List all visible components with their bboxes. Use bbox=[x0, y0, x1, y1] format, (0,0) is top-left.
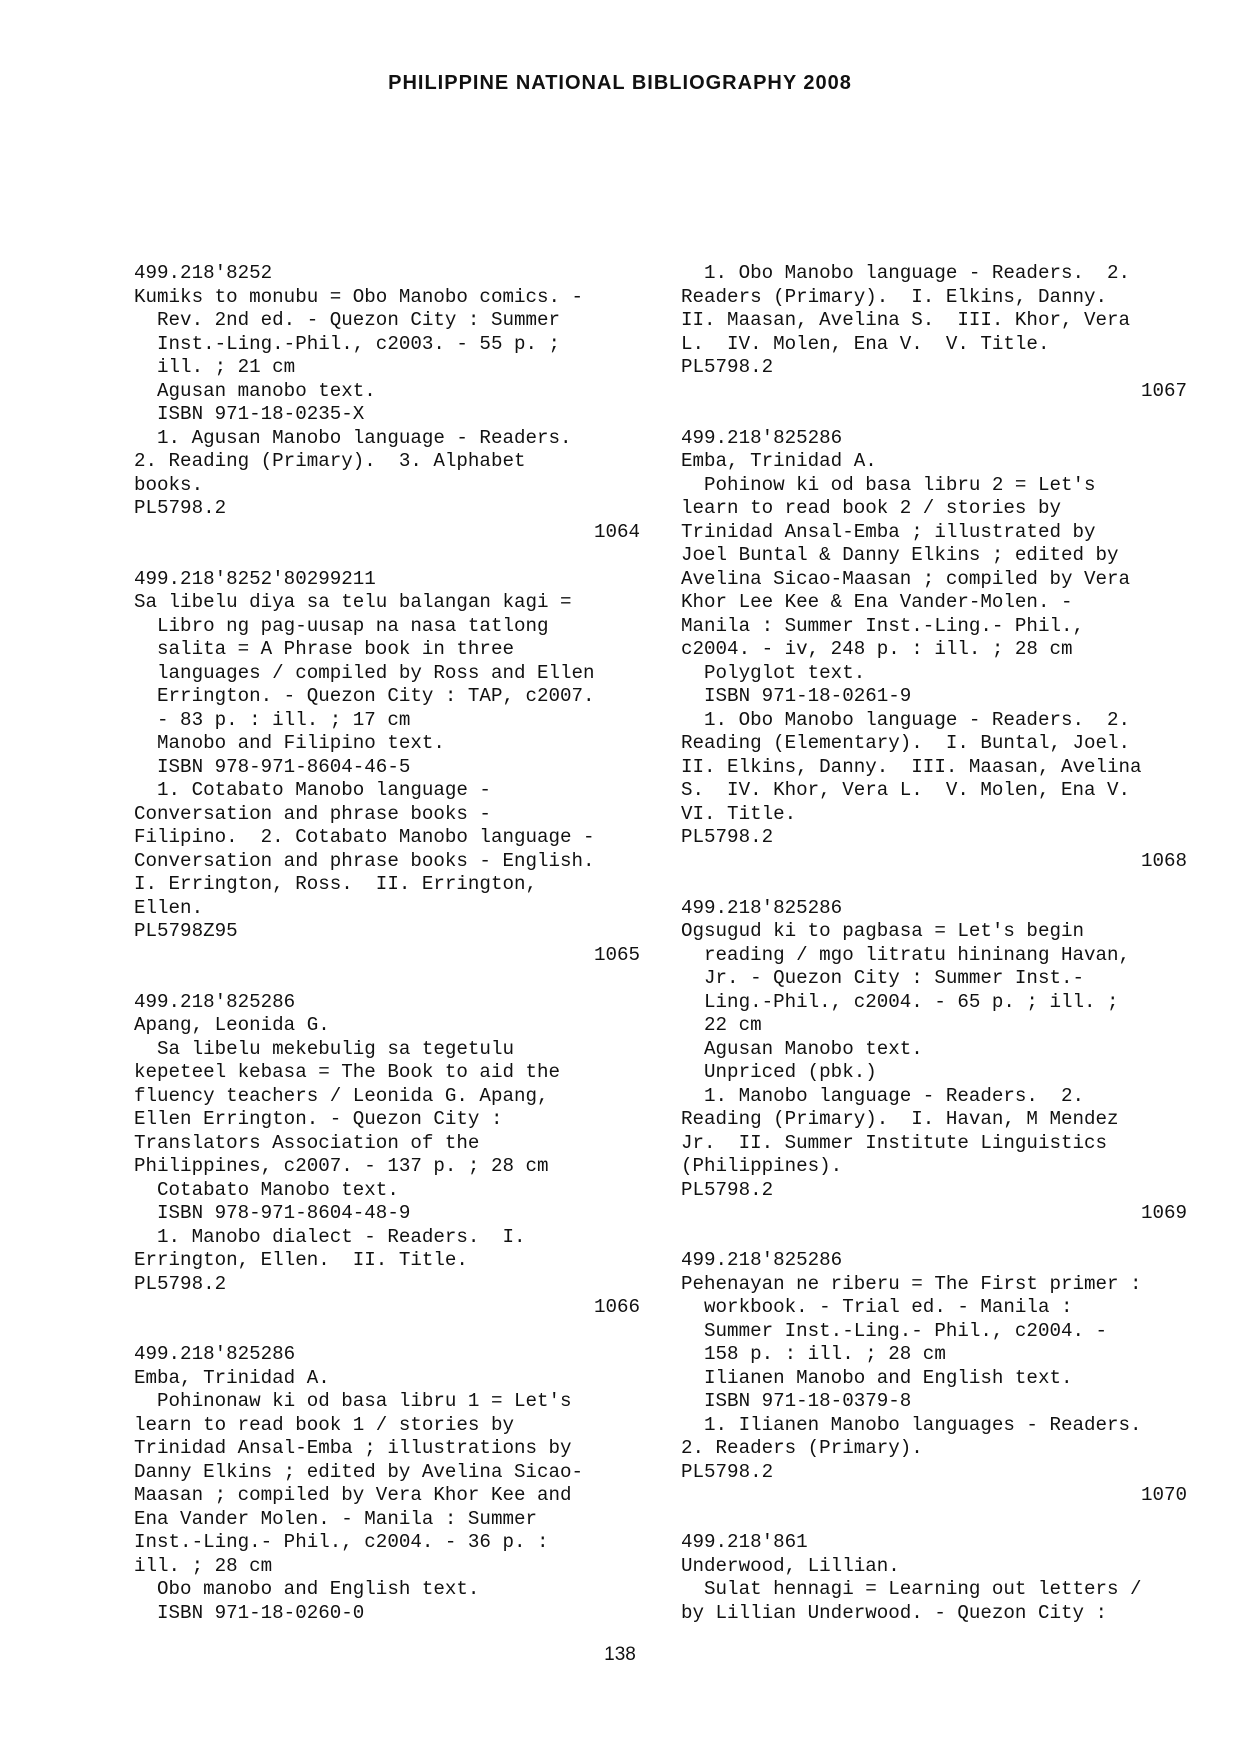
entry-line: Readers (Primary). I. Elkins, Danny. bbox=[681, 285, 1108, 308]
entry-line: Pehenayan ne riberu = The First primer : bbox=[681, 1272, 1142, 1295]
entry-line: PL5798.2 bbox=[681, 356, 774, 378]
entry-line: ISBN 978-971-8604-48-9 bbox=[134, 1202, 411, 1224]
entry-line: Pohinonaw ki od basa libru 1 = Let's bbox=[134, 1390, 572, 1412]
entry-line: Kumiks to monubu = Obo Manobo comics. - bbox=[134, 285, 584, 308]
entry-line: Philippines, c2007. - 137 p. ; 28 cm bbox=[134, 1155, 549, 1177]
entry-line: S. IV. Khor, Vera L. V. Molen, Ena V. bbox=[681, 779, 1131, 801]
entry-line: Obo manobo and English text. bbox=[134, 1578, 480, 1600]
entry-line: learn to read book 2 / stories by bbox=[681, 497, 1061, 519]
entry-line: Pohinow ki od basa libru 2 = Let's bbox=[681, 473, 1096, 496]
bibliography-entry bbox=[134, 991, 640, 1320]
entry-line: Agusan Manobo text. bbox=[681, 1037, 923, 1060]
entry-line: Filipino. 2. Cotabato Manobo language - bbox=[134, 826, 595, 848]
entry-line: ISBN 971-18-0235-X bbox=[134, 403, 365, 425]
bibliography-entry bbox=[134, 262, 640, 544]
entry-line: 499.218'825286 bbox=[681, 426, 843, 449]
entry-line: 499.218'8252'80299211 bbox=[134, 567, 376, 590]
entry-line: Trinidad Ansal-Emba ; illustrations by bbox=[134, 1437, 572, 1459]
entry-line: by Lillian Underwood. - Quezon City : bbox=[681, 1601, 1108, 1624]
entry-line: Conversation and phrase books - English. bbox=[134, 849, 595, 872]
entry-line: Conversation and phrase books - bbox=[134, 802, 491, 825]
entry-line: Underwood, Lillian. bbox=[681, 1554, 900, 1577]
entry-line: 1. Manobo language - Readers. 2. bbox=[681, 1084, 1085, 1107]
entry-line: Errington, Ellen. II. Title. bbox=[134, 1249, 468, 1271]
entry-line: workbook. - Trial ed. - Manila : bbox=[681, 1296, 1073, 1318]
entry-line: 499.218'825286 bbox=[134, 990, 296, 1013]
entry-line: fluency teachers / Leonida G. Apang, bbox=[134, 1084, 549, 1107]
entry-line: Jr. II. Summer Institute Linguistics bbox=[681, 1131, 1108, 1154]
entry-line: Ling.-Phil., c2004. - 65 p. ; ill. ; bbox=[681, 990, 1119, 1013]
bibliography-entry bbox=[681, 262, 1187, 403]
entry-line: (Philippines). bbox=[681, 1155, 843, 1177]
entry-line: Sulat hennagi = Learning out letters / bbox=[681, 1578, 1142, 1600]
entry-number: 1069 bbox=[1140, 1202, 1187, 1224]
entry-line: Inst.-Ling.- Phil., c2004. - 36 p. : bbox=[134, 1531, 549, 1553]
entry-line: 158 p. : ill. ; 28 cm bbox=[681, 1343, 946, 1365]
entry-line: Reading (Primary). I. Havan, M Mendez bbox=[681, 1108, 1119, 1130]
entry-number: 1067 bbox=[1140, 379, 1187, 402]
entry-line: 2. Reading (Primary). 3. Alphabet bbox=[134, 450, 526, 472]
entry-line: Summer Inst.-Ling.- Phil., c2004. - bbox=[681, 1319, 1108, 1342]
entry-number: 1066 bbox=[593, 1296, 640, 1318]
entry-line: Agusan manobo text. bbox=[134, 379, 376, 402]
entry-line: Manobo and Filipino text. bbox=[134, 732, 445, 754]
entry-line: Joel Buntal & Danny Elkins ; edited by bbox=[681, 544, 1119, 566]
entry-line: kepeteel kebasa = The Book to aid the bbox=[134, 1061, 561, 1083]
entry-line: Inst.-Ling.-Phil., c2003. - 55 p. ; bbox=[134, 332, 561, 355]
entry-line: 499.218'861 bbox=[681, 1531, 808, 1553]
entry-line: 2. Readers (Primary). bbox=[681, 1437, 923, 1459]
entry-line: learn to read book 1 / stories by bbox=[134, 1413, 514, 1436]
entry-line: ill. ; 28 cm bbox=[134, 1554, 273, 1577]
entry-line: salita = A Phrase book in three bbox=[134, 638, 514, 660]
entry-line: Emba, Trinidad A. bbox=[681, 450, 877, 472]
entry-line: PL5798.2 bbox=[681, 826, 774, 848]
entry-line: 499.218'825286 bbox=[681, 896, 843, 919]
entry-line: Ogsugud ki to pagbasa = Let's begin bbox=[681, 920, 1085, 942]
entry-line: Sa libelu mekebulig sa tegetulu bbox=[134, 1037, 514, 1060]
right-column bbox=[681, 262, 1187, 1649]
entry-line: II. Elkins, Danny. III. Maasan, Avelina bbox=[681, 755, 1142, 778]
entry-line: ISBN 971-18-0261-9 bbox=[681, 685, 912, 707]
entry-line: PL5798.2 bbox=[681, 1178, 774, 1201]
entry-line: Jr. - Quezon City : Summer Inst.- bbox=[681, 967, 1085, 989]
entry-line: Errington. - Quezon City : TAP, c2007. bbox=[134, 685, 595, 707]
entry-line: Trinidad Ansal-Emba ; illustrated by bbox=[681, 520, 1096, 543]
entry-line: Emba, Trinidad A. bbox=[134, 1366, 330, 1389]
bibliography-entry bbox=[134, 1343, 640, 1625]
entry-line: 22 cm bbox=[681, 1014, 762, 1036]
entry-line: VI. Title. bbox=[681, 802, 797, 825]
entry-line: Apang, Leonida G. bbox=[134, 1014, 330, 1036]
entry-line: 1. Cotabato Manobo language - bbox=[134, 779, 491, 801]
entry-number: 1064 bbox=[593, 520, 640, 543]
entry-line: Reading (Elementary). I. Buntal, Joel. bbox=[681, 732, 1131, 754]
entry-number: 1068 bbox=[1140, 849, 1187, 872]
page-number: 138 bbox=[604, 1644, 636, 1665]
bibliography-entry bbox=[681, 1249, 1187, 1508]
entry-line: c2004. - iv, 248 p. : ill. ; 28 cm bbox=[681, 638, 1073, 660]
entry-line: L. IV. Molen, Ena V. V. Title. bbox=[681, 332, 1050, 355]
entry-line: 499.218'825286 bbox=[134, 1343, 296, 1365]
entry-line: Manila : Summer Inst.-Ling.- Phil., bbox=[681, 614, 1085, 637]
entry-line: 499.218'825286 bbox=[681, 1249, 843, 1271]
bibliography-entry bbox=[681, 897, 1187, 1226]
page-header: PHILIPPINE NATIONAL BIBLIOGRAPHY 2008 bbox=[388, 72, 852, 94]
entry-line: II. Maasan, Avelina S. III. Khor, Vera bbox=[681, 309, 1131, 331]
entry-line: Unpriced (pbk.) bbox=[681, 1061, 877, 1083]
entry-line: PL5798.2 bbox=[134, 497, 227, 519]
bibliography-entry bbox=[681, 1531, 1187, 1625]
entry-line: ill. ; 21 cm bbox=[134, 356, 296, 378]
entry-line: - 83 p. : ill. ; 17 cm bbox=[134, 708, 411, 731]
entry-line: Libro ng pag-uusap na nasa tatlong bbox=[134, 614, 549, 637]
entry-line: 1. Manobo dialect - Readers. I. bbox=[134, 1225, 526, 1248]
entry-line: Khor Lee Kee & Ena Vander-Molen. - bbox=[681, 591, 1073, 613]
entry-line: books. bbox=[134, 473, 204, 496]
entry-line: PL5798.2 bbox=[681, 1460, 774, 1483]
entry-line: Sa libelu diya sa telu balangan kagi = bbox=[134, 591, 572, 613]
entry-line: Ellen Errington. - Quezon City : bbox=[134, 1108, 503, 1130]
entry-line: Rev. 2nd ed. - Quezon City : Summer bbox=[134, 309, 561, 331]
entry-line: languages / compiled by Ross and Ellen bbox=[134, 661, 595, 684]
entry-line: Ilianen Manobo and English text. bbox=[681, 1366, 1073, 1389]
entry-line: Polyglot text. bbox=[681, 661, 866, 684]
entry-number: 1070 bbox=[1140, 1484, 1187, 1506]
entry-line: 1. Obo Manobo language - Readers. 2. bbox=[681, 708, 1131, 731]
entry-line: Danny Elkins ; edited by Avelina Sicao- bbox=[134, 1460, 584, 1483]
entry-line: I. Errington, Ross. II. Errington, bbox=[134, 873, 538, 895]
entry-line: 1. Obo Manobo language - Readers. 2. bbox=[681, 262, 1131, 284]
entry-line: ISBN 971-18-0260-0 bbox=[134, 1601, 365, 1624]
entry-line: 1. Ilianen Manobo languages - Readers. bbox=[681, 1413, 1142, 1436]
entry-line: PL5798Z95 bbox=[134, 920, 238, 942]
entry-line: Cotabato Manobo text. bbox=[134, 1178, 399, 1201]
entry-line: ISBN 978-971-8604-46-5 bbox=[134, 755, 411, 778]
entry-line: Translators Association of the bbox=[134, 1131, 480, 1154]
entry-line: Ena Vander Molen. - Manila : Summer bbox=[134, 1507, 538, 1530]
entry-line: reading / mgo litratu hininang Havan, bbox=[681, 943, 1131, 966]
entry-line: PL5798.2 bbox=[134, 1272, 227, 1295]
bibliography-entry bbox=[134, 568, 640, 968]
left-column bbox=[134, 262, 640, 1649]
entry-line: Avelina Sicao-Maasan ; compiled by Vera bbox=[681, 567, 1131, 590]
entry-number: 1065 bbox=[593, 943, 640, 966]
entry-line: Ellen. bbox=[134, 896, 204, 919]
entry-line: ISBN 971-18-0379-8 bbox=[681, 1390, 912, 1412]
entry-line: 1. Agusan Manobo language - Readers. bbox=[134, 426, 572, 449]
entry-line: 499.218'8252 bbox=[134, 262, 273, 284]
bibliography-entry bbox=[681, 427, 1187, 874]
entry-line: Maasan ; compiled by Vera Khor Kee and bbox=[134, 1484, 572, 1506]
